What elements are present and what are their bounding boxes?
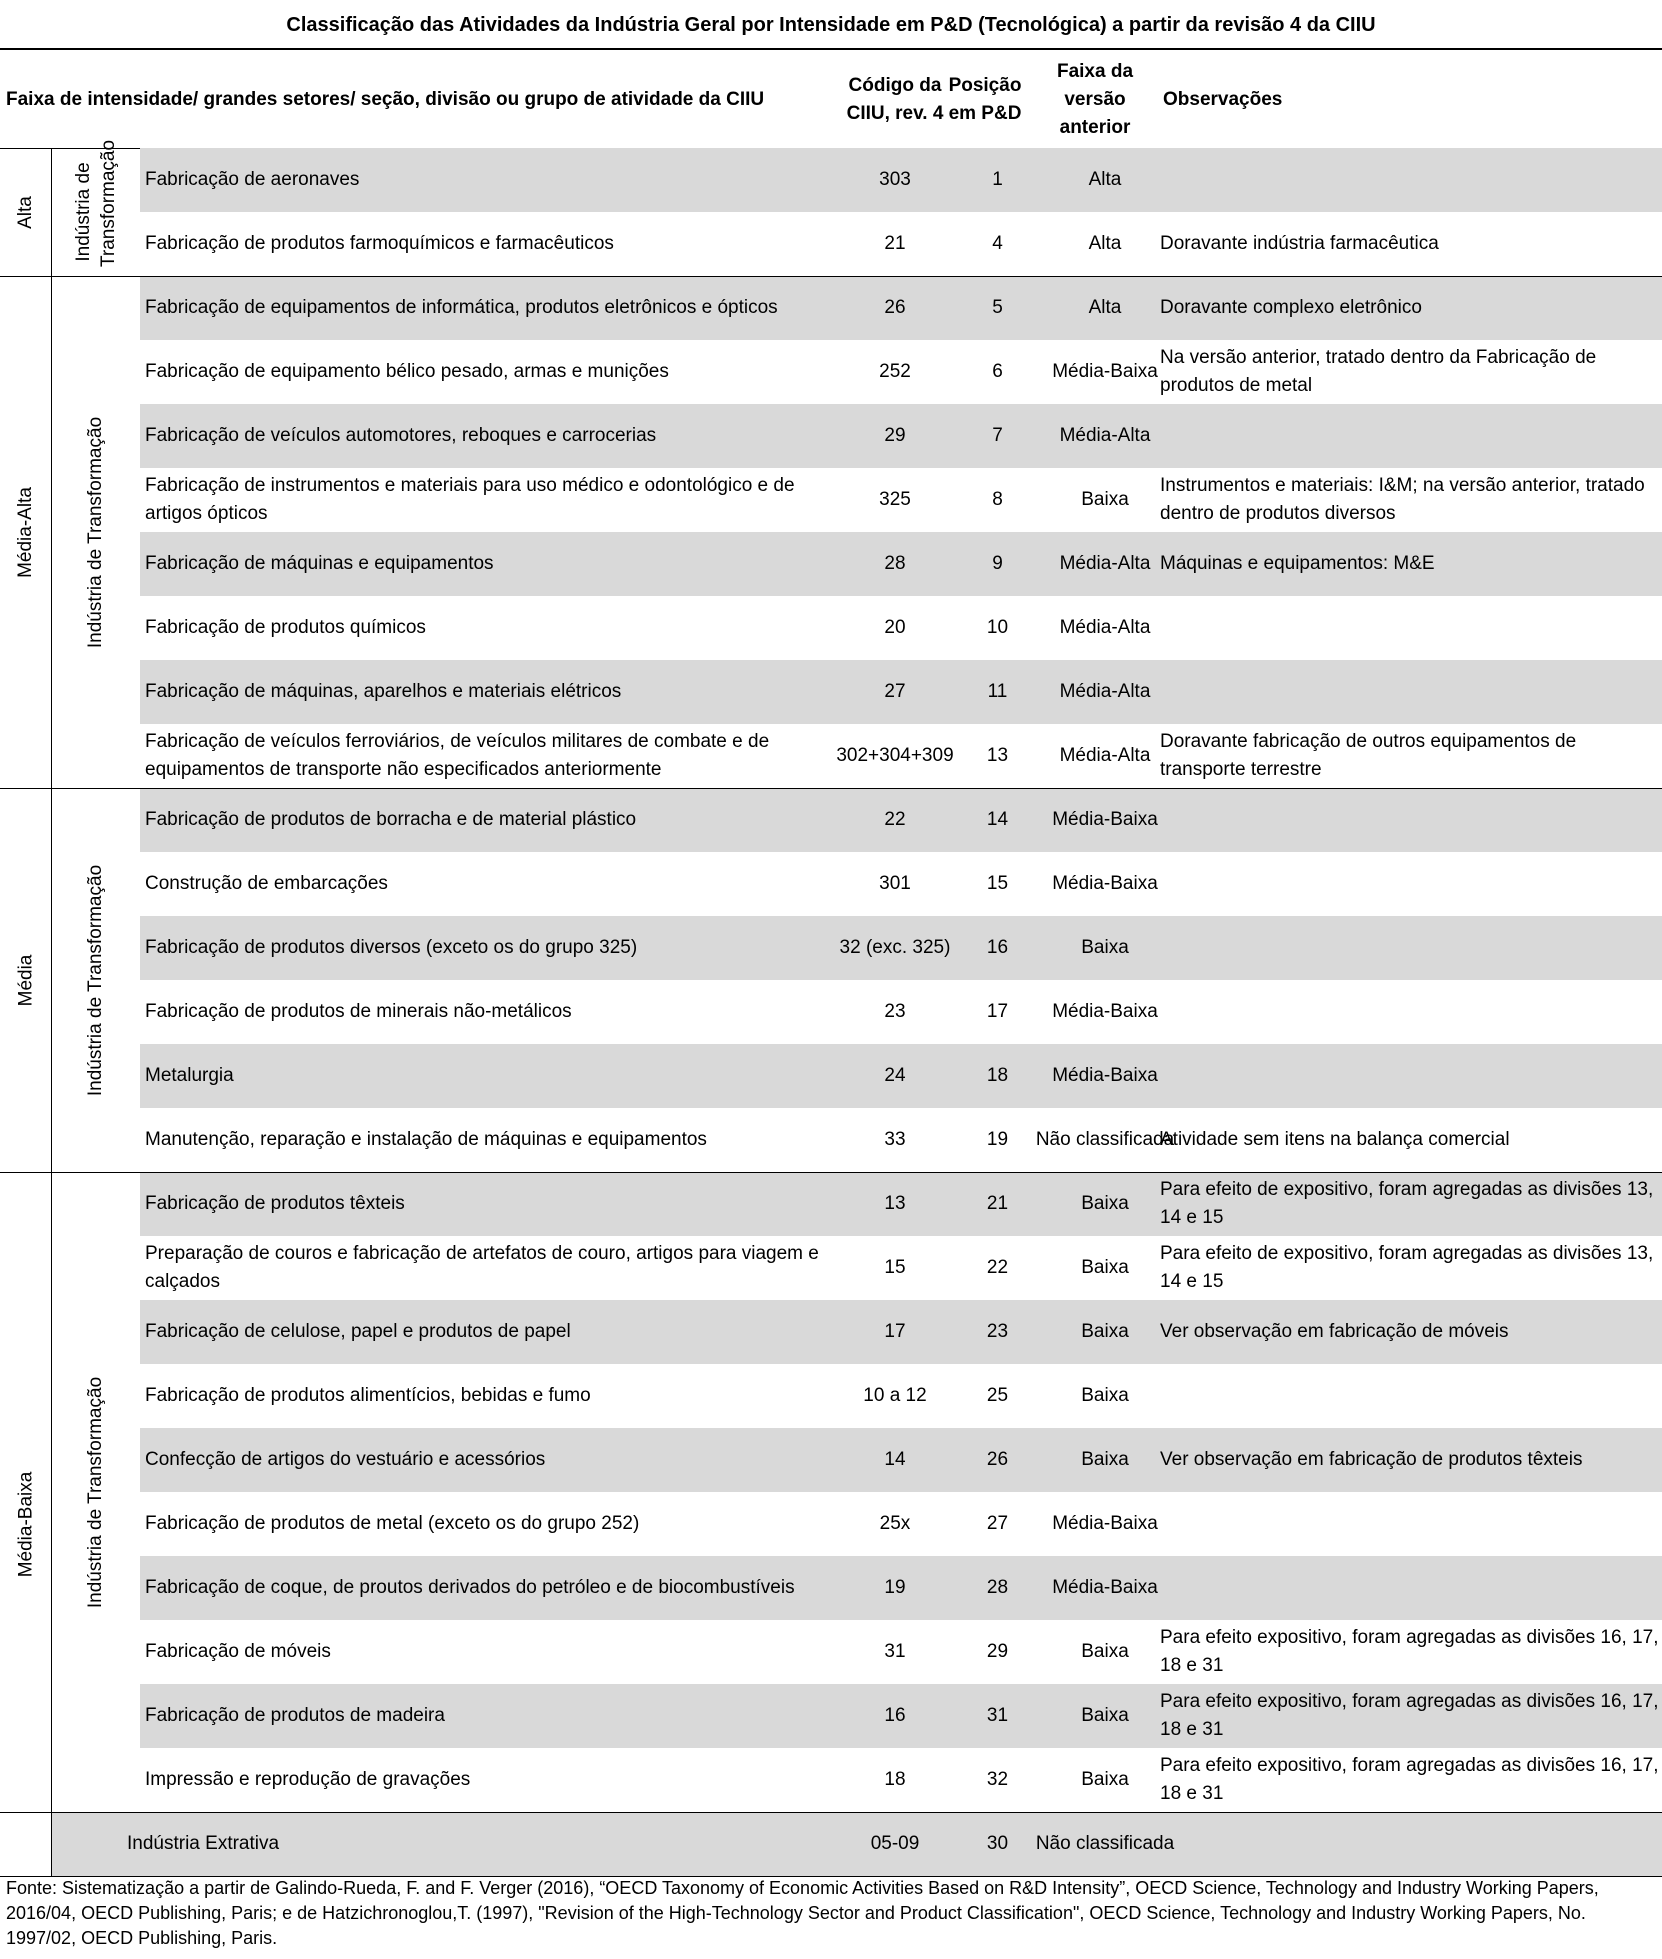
row-band: Baixa <box>1081 1449 1129 1470</box>
row-position: 8 <box>992 489 1003 510</box>
row-observation <box>1160 596 1660 660</box>
row-observation <box>1160 660 1660 724</box>
row-code: 33 <box>884 1129 906 1150</box>
row-code: 21 <box>884 233 906 254</box>
row-code: 23 <box>884 1001 906 1022</box>
row-desc: Fabricação de equipamentos de informática, produtos eletrônicos e ópticos <box>145 297 778 318</box>
row-band: Baixa <box>1081 1385 1129 1406</box>
table-row <box>140 852 1662 916</box>
row-band: Baixa <box>1081 1705 1129 1726</box>
row-band: Média-Baixa <box>1052 809 1158 830</box>
row-band: Média-Baixa <box>1052 1513 1158 1534</box>
table-row <box>140 1556 1662 1620</box>
row-code: 32 (exc. 325) <box>839 937 951 958</box>
row-code: 20 <box>884 617 906 638</box>
row-code: 19 <box>884 1577 906 1598</box>
row-position: 30 <box>986 1833 1009 1854</box>
row-observation: Para efeito de expositivo, foram agregadas as divisões 13, 14 e 15 <box>1160 1243 1654 1292</box>
row-position: 5 <box>992 297 1003 318</box>
row-code: 16 <box>884 1705 906 1726</box>
table-row <box>140 1236 1662 1300</box>
row-observation <box>1160 980 1660 1044</box>
row-desc: Fabricação de produtos de madeira <box>145 1705 445 1726</box>
row-desc: Fabricação de coque, de proutos derivados do petróleo e de biocombustíveis <box>145 1577 795 1598</box>
row-position: 22 <box>986 1257 1009 1278</box>
row-band: Alta <box>1088 233 1122 254</box>
table-row <box>140 1684 1662 1748</box>
row-position: 29 <box>986 1641 1009 1662</box>
row-band: Baixa <box>1081 1321 1129 1342</box>
table-row <box>140 1620 1662 1684</box>
band-label-text: Média-Baixa <box>15 1471 37 1578</box>
row-position: 27 <box>986 1513 1009 1534</box>
row-desc: Confecção de artigos do vestuário e acessórios <box>145 1449 546 1470</box>
row-observation: Para efeito expositivo, foram agregadas as divisões 16, 17, 18 e 31 <box>1160 1627 1659 1676</box>
row-band: Baixa <box>1081 489 1129 510</box>
row-code: 302+304+309 <box>836 745 954 766</box>
row-observation <box>1160 148 1660 212</box>
table-row <box>140 212 1662 276</box>
table-row <box>140 788 1662 852</box>
row-desc: Fabricação de produtos farmoquímicos e farmacêuticos <box>145 233 614 254</box>
table-row-extractive <box>52 1812 1662 1876</box>
row-band: Média-Baixa <box>1052 1065 1158 1086</box>
row-observation: Máquinas e equipamentos: M&E <box>1160 553 1435 574</box>
row-observation: Doravante complexo eletrônico <box>1160 297 1422 318</box>
row-observation: Doravante indústria farmacêutica <box>1160 233 1439 254</box>
row-desc: Indústria Extrativa <box>127 1833 280 1854</box>
row-position: 6 <box>992 361 1003 382</box>
row-code: 10 a 12 <box>863 1385 927 1406</box>
row-code: 25x <box>879 1513 911 1534</box>
sector-label-media-alta <box>52 277 140 788</box>
row-position: 17 <box>986 1001 1009 1022</box>
row-band: Baixa <box>1081 1193 1129 1214</box>
row-code: 26 <box>884 297 906 318</box>
row-desc: Fabricação de produtos de metal (exceto os do grupo 252) <box>145 1513 640 1534</box>
row-desc: Fabricação de produtos de borracha e de material plástico <box>145 809 637 830</box>
row-desc: Fabricação de produtos alimentícios, bebidas e fumo <box>145 1385 591 1406</box>
row-band: Média-Alta <box>1059 617 1151 638</box>
row-position: 16 <box>986 937 1009 958</box>
table-row <box>140 980 1662 1044</box>
band-label-text: Alta <box>15 195 36 229</box>
table-row <box>140 148 1662 212</box>
row-desc: Fabricação de produtos de minerais não-metálicos <box>145 1001 572 1022</box>
row-code: 22 <box>884 809 906 830</box>
row-desc: Construção de embarcações <box>145 873 388 894</box>
row-code: 17 <box>884 1321 906 1342</box>
row-band: Média-Alta <box>1059 553 1151 574</box>
row-position: 19 <box>986 1129 1009 1150</box>
table-row <box>140 1300 1662 1364</box>
table-row <box>140 1364 1662 1428</box>
table-row <box>140 404 1662 468</box>
row-band: Média-Baixa <box>1052 1001 1158 1022</box>
row-observation: Atividade sem itens na balança comercial <box>1160 1129 1510 1150</box>
table-row <box>140 596 1662 660</box>
row-desc: Fabricação de aeronaves <box>145 169 360 190</box>
row-band: Média-Baixa <box>1052 1577 1158 1598</box>
header-col-band: Faixa da versão anterior <box>1056 61 1134 138</box>
row-observation <box>1160 1044 1660 1108</box>
row-observation <box>1160 852 1660 916</box>
row-code: 27 <box>884 681 906 702</box>
row-desc: Fabricação de produtos têxteis <box>145 1193 405 1214</box>
row-position: 23 <box>986 1321 1009 1342</box>
row-code: 15 <box>884 1257 906 1278</box>
row-code: 31 <box>884 1641 906 1662</box>
band-label-media-baixa <box>0 1173 51 1876</box>
group-divider-media-alta <box>0 788 1662 789</box>
row-observation: Para efeito de expositivo, foram agregadas as divisões 13, 14 e 15 <box>1160 1179 1654 1228</box>
row-position: 4 <box>992 233 1003 254</box>
row-code: 24 <box>884 1065 906 1086</box>
group-divider-media <box>0 1172 1662 1173</box>
row-position: 13 <box>986 745 1009 766</box>
row-position: 32 <box>986 1769 1009 1790</box>
sector-label-text: Indústria de Transformação <box>85 864 107 1097</box>
row-position: 15 <box>986 873 1009 894</box>
row-observation: Ver observação em fabricação de móveis <box>1160 1321 1509 1342</box>
row-code: 252 <box>879 361 911 382</box>
row-position: 25 <box>986 1385 1009 1406</box>
row-desc: Impressão e reprodução de gravações <box>145 1769 471 1790</box>
row-desc: Fabricação de máquinas, aparelhos e materiais elétricos <box>145 681 622 702</box>
row-desc: Preparação de couros e fabricação de artefatos de couro, artigos para viagem e calçados <box>145 1243 819 1292</box>
row-observation <box>1160 1364 1660 1428</box>
row-observation: Na versão anterior, tratado dentro da Fabricação de produtos de metal <box>1160 347 1597 396</box>
row-observation: Para efeito expositivo, foram agregadas as divisões 16, 17, 18 e 31 <box>1160 1691 1659 1740</box>
header-col-observations: Observações <box>1163 89 1283 110</box>
row-code: 28 <box>884 553 906 574</box>
table-row <box>140 340 1662 404</box>
table-row <box>140 1428 1662 1492</box>
row-desc: Fabricação de móveis <box>145 1641 331 1662</box>
row-desc: Fabricação de produtos diversos (exceto os do grupo 325) <box>145 937 638 958</box>
table-row <box>140 916 1662 980</box>
row-observation <box>1160 1492 1660 1556</box>
table-row <box>140 724 1662 788</box>
row-code: 29 <box>884 425 906 446</box>
row-observation <box>1160 1556 1660 1620</box>
row-desc: Fabricação de produtos químicos <box>145 617 426 638</box>
sector-label-media <box>52 789 140 1172</box>
row-desc: Metalurgia <box>145 1065 234 1086</box>
group-divider-media-baixa <box>0 1812 1662 1813</box>
row-desc: Fabricação de veículos ferroviários, de veículos militares de combate e de equipamentos de transporte não especificados anteriormente <box>145 731 770 780</box>
row-band: Média-Alta <box>1059 745 1151 766</box>
row-observation: Doravante fabricação de outros equipamentos de transporte terrestre <box>1160 731 1577 780</box>
table-row <box>140 1172 1662 1236</box>
row-code: 13 <box>884 1193 906 1214</box>
band-label-text: Média-Alta <box>15 487 37 578</box>
row-position: 21 <box>986 1193 1009 1214</box>
row-position: 11 <box>987 681 1008 702</box>
row-band: Alta <box>1088 169 1122 190</box>
row-observation <box>1160 916 1660 980</box>
row-band: Baixa <box>1081 1257 1129 1278</box>
row-band: Média-Baixa <box>1052 873 1158 894</box>
row-desc: Fabricação de equipamento bélico pesado, armas e munições <box>145 361 669 382</box>
header-col-activity: Faixa de intensidade/ grandes setores/ seção, divisão ou grupo de atividade da CIIU <box>6 89 765 110</box>
sector-label-text: Indústria de Transformação <box>85 416 107 649</box>
row-observation: Instrumentos e materiais: I&M; na versão anterior, tratado dentro de produtos diversos <box>1160 475 1645 524</box>
row-code: 18 <box>884 1769 906 1790</box>
table-row <box>140 1108 1662 1172</box>
header-col-code: Código da CIIU, rev. 4 <box>846 75 944 124</box>
row-desc: Fabricação de máquinas e equipamentos <box>145 553 494 574</box>
row-observation <box>1160 404 1660 468</box>
row-position: 1 <box>992 169 1003 190</box>
band-label-media <box>0 789 51 1172</box>
row-position: 31 <box>986 1705 1009 1726</box>
row-desc: Fabricação de celulose, papel e produtos de papel <box>145 1321 571 1342</box>
row-code: 05-09 <box>870 1833 920 1854</box>
row-band: Baixa <box>1081 1769 1129 1790</box>
row-band: Média-Baixa <box>1052 361 1158 382</box>
row-code: 325 <box>879 489 911 510</box>
row-desc: Manutenção, reparação e instalação de máquinas e equipamentos <box>145 1129 707 1150</box>
row-code: 301 <box>879 873 911 894</box>
row-position: 10 <box>986 617 1009 638</box>
band-label-alta <box>0 148 51 276</box>
row-code: 14 <box>884 1449 906 1470</box>
row-position: 26 <box>986 1449 1009 1470</box>
table-row <box>140 1492 1662 1556</box>
row-band: Média-Alta <box>1059 681 1151 702</box>
table-row <box>140 276 1662 340</box>
band-label-media-alta <box>0 277 51 788</box>
sector-label-alta <box>52 139 140 276</box>
row-observation: Ver observação em fabricação de produtos têxteis <box>1160 1449 1583 1470</box>
row-position: 18 <box>986 1065 1009 1086</box>
table-title: Classificação das Atividades da Indústria Geral por Intensidade em P&D (Tecnológica) a partir da revisão 4 da CIIU <box>286 14 1376 36</box>
row-position: 14 <box>986 809 1009 830</box>
row-position: 9 <box>992 553 1003 574</box>
header-top-rule <box>0 48 1662 50</box>
row-code: 303 <box>879 169 911 190</box>
row-desc: Fabricação de instrumentos e materiais para uso médico e odontológico e de artigos ópticos <box>145 475 795 524</box>
table-row <box>140 468 1662 532</box>
table-row <box>140 1748 1662 1812</box>
band-label-text: Média <box>15 954 36 1007</box>
row-observation: Para efeito expositivo, foram agregadas as divisões 16, 17, 18 e 31 <box>1160 1755 1659 1804</box>
header-col-position: Posição em P&D <box>948 75 1022 124</box>
table-row <box>140 1044 1662 1108</box>
row-position: 28 <box>986 1577 1009 1598</box>
row-band: Não classificada <box>1035 1833 1175 1854</box>
group-divider-alta <box>0 276 1662 277</box>
row-band: Baixa <box>1081 1641 1129 1662</box>
row-band: Alta <box>1088 297 1122 318</box>
row-band: Média-Alta <box>1059 425 1151 446</box>
row-position: 7 <box>992 425 1003 446</box>
row-band: Não classificada <box>1035 1129 1175 1150</box>
row-desc: Fabricação de veículos automotores, reboques e carrocerias <box>145 425 657 446</box>
sector-label-media-baixa <box>52 1173 140 1812</box>
sector-label-text: Indústria de Transformação <box>85 1376 107 1609</box>
source-footnote: Fonte: Sistematização a partir de Galindo-Rueda, F. and F. Verger (2016), “OECD Taxonomy of Economic Activities Based on R&D Intensity”, OECD Science, Technology and Industry Working Papers, 2016/04, OECD Publishing, Paris; e de Hatzichronoglou,T. (1997), "Revision of the High-Technology Sector and Product Classification", OECD Science, Technology and Industry Working Papers, No. 1997/02, OECD Publishing, Paris. <box>6 1878 1599 1948</box>
table-row <box>140 660 1662 724</box>
row-observation <box>1160 788 1660 852</box>
row-band: Baixa <box>1081 937 1129 958</box>
table-row <box>140 532 1662 596</box>
sector-label-text: Indústria de Transformação <box>73 139 119 267</box>
